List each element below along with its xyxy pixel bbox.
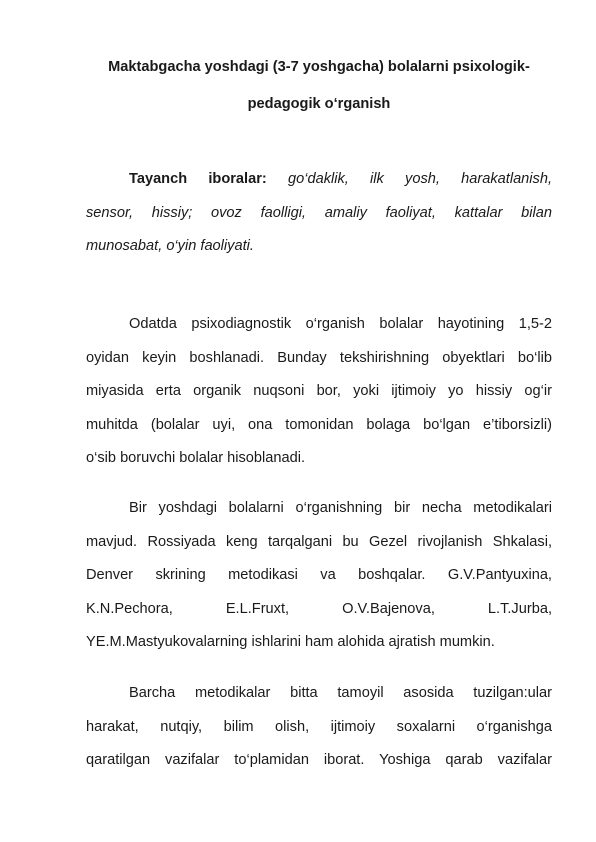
keywords-line-2: sensor, hissiy; ovoz faolligi, amaliy faoliyat, kattalar bilan bbox=[86, 204, 552, 221]
paragraph-line: o‘sib boruvchi bolalar hisoblanadi. bbox=[86, 450, 306, 467]
paragraph-line: oyidan keyin boshlanadi. Bunday tekshirishning obyektlari bo‘lib bbox=[86, 349, 552, 366]
paragraph-3 bbox=[86, 677, 552, 778]
paragraph-line: Bir yoshdagi bolalarni o‘rganishning bir necha metodikalari bbox=[129, 500, 552, 516]
keywords-label: Tayanch iboralar: bbox=[129, 171, 267, 187]
paragraph-line: miyasida erta organik nuqsoni bor, yoki ijtimoiy yo hissiy og‘ir bbox=[86, 383, 552, 400]
document-title-line-2: pedagogik o‘rganish bbox=[247, 96, 391, 112]
keywords-line-1 bbox=[86, 163, 552, 197]
paragraph-line: K.N.Pechora, E.L.Fruxt, O.V.Bajenova, L.T.Jurba, bbox=[86, 600, 552, 617]
paragraph-line: qaratilgan vazifalar to‘plamidan iborat. Yoshiga qarab vazifalar bbox=[86, 752, 552, 769]
paragraph-1 bbox=[86, 308, 552, 476]
keywords-line-3: munosabat, o‘yin faoliyati. bbox=[86, 238, 254, 255]
document-title-line-1: Maktabgacha yoshdagi (3-7 yoshgacha) bolalarni psixologik- bbox=[108, 59, 530, 75]
paragraph-2 bbox=[86, 492, 552, 660]
paragraph-line: YE.M.Mastyukovalarning ishlarini ham alohida ajratish mumkin. bbox=[86, 634, 495, 651]
paragraph-line: harakat, nutqiy, bilim olish, ijtimoiy soxalarni o‘rganishga bbox=[86, 718, 552, 735]
keywords-text: go‘daklik, ilk yosh, harakatlanish, bbox=[287, 171, 553, 187]
keywords-paragraph bbox=[86, 163, 552, 264]
paragraph-line: Barcha metodikalar bitta tamoyil asosida tuzilgan:ular bbox=[129, 685, 552, 701]
paragraph-line: mavjud. Rossiyada keng tarqalgani bu Gezel rivojlanish Shkalasi, bbox=[86, 533, 552, 550]
paragraph-line: Denver skrining metodikasi va boshqalar. G.V.Pantyuxina, bbox=[86, 567, 552, 584]
paragraph-line: Odatda psixodiagnostik o‘rganish bolalar hayotining 1,5-2 bbox=[129, 316, 552, 332]
paragraph-line: muhitda (bolalar uyi, ona tomonidan bolaga bo‘lgan e’tiborsizli) bbox=[86, 416, 552, 433]
